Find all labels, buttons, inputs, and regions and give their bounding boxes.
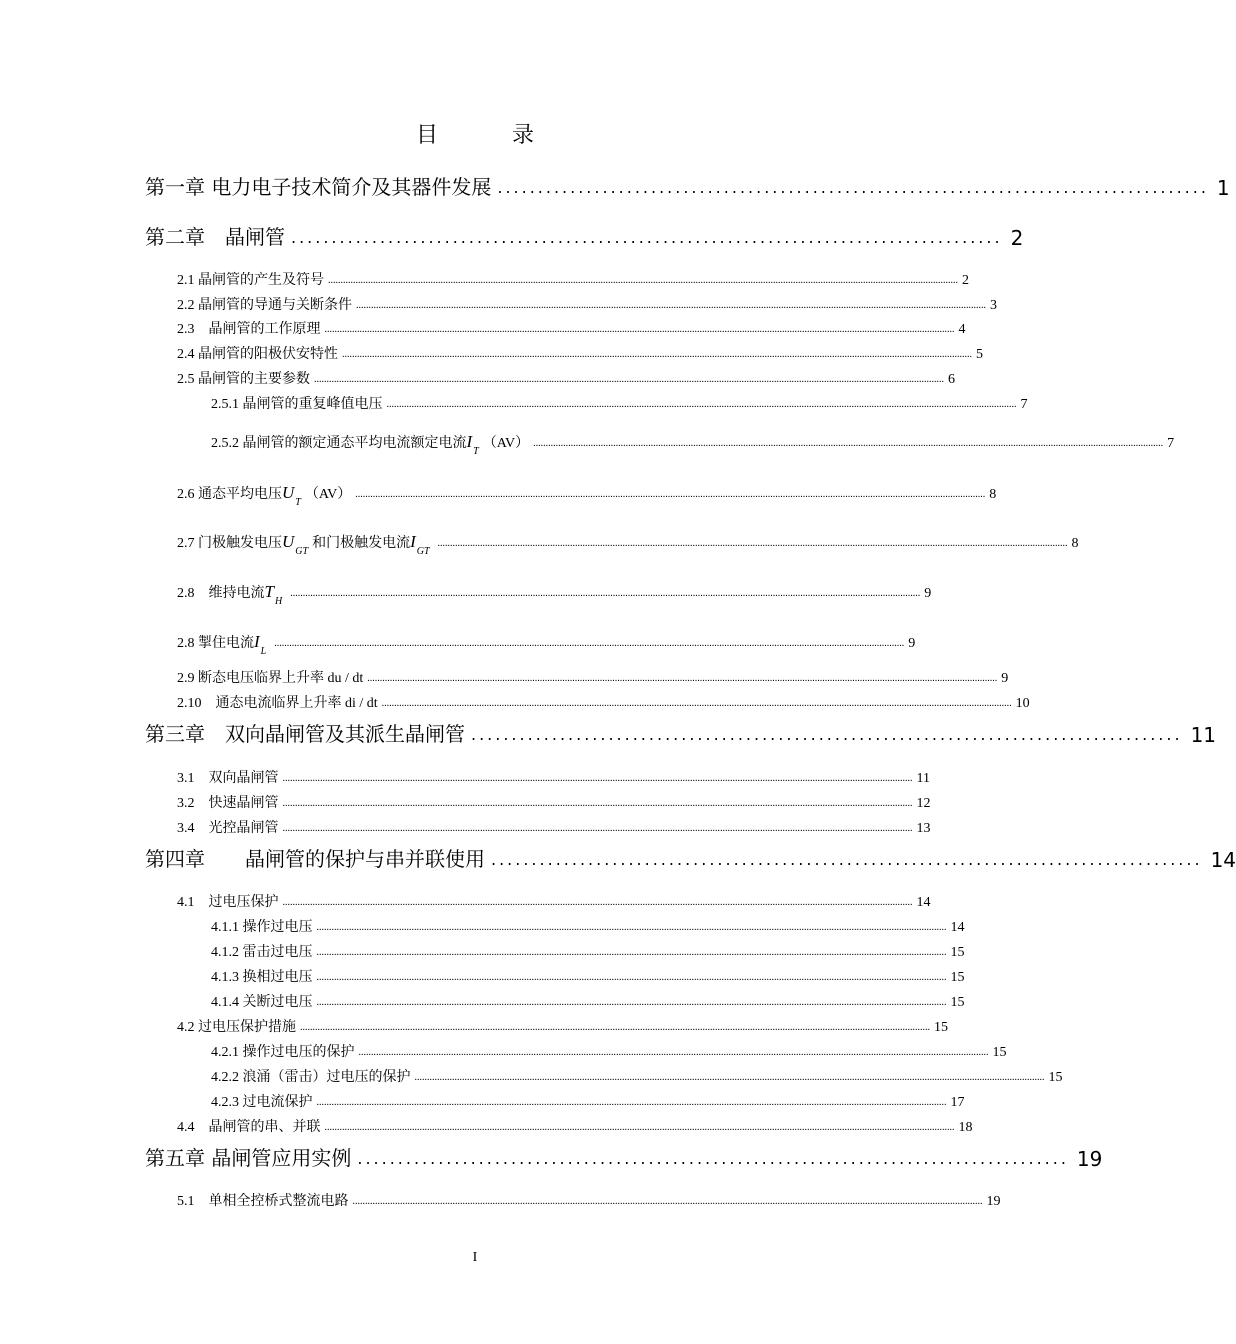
toc-entry-2-7[interactable] (177, 522, 1079, 557)
leader-dots: ............................................................................................................................................................................................................................................................ (290, 588, 921, 599)
label-text: 2.8 维持电流 (177, 586, 265, 601)
toc-entry-4-2-2[interactable] (211, 1064, 1063, 1086)
toc-label: 4.2.1 操作过电压的保护 (211, 1045, 355, 1060)
leader-dots: ............................................................................................................................................................................................................................................................ (282, 773, 913, 784)
toc-label: 4.2.2 浪涌（雷击）过电压的保护 (211, 1070, 411, 1085)
toc-entry-4-2[interactable] (177, 1014, 948, 1036)
toc-entry-3-1[interactable] (177, 765, 930, 787)
page-number: 15 (950, 945, 965, 960)
toc-label: 2.4 晶闸管的阳极伏安特性 (177, 347, 338, 362)
leader-dots: ........................................................................................ (497, 178, 1209, 197)
page-number: 15 (950, 970, 965, 985)
toc-entry-4-1-1[interactable] (211, 914, 965, 936)
leader-dots: ............................................................................................................................................................................................................................................................ (316, 972, 947, 983)
math-subscript: GT (416, 546, 430, 557)
leader-dots: ............................................................................................................................................................................................................................................................ (533, 438, 1164, 449)
label-text: 2.6 通态平均电压 (177, 487, 282, 502)
toc-label (211, 432, 530, 457)
math-symbol: I (410, 532, 416, 551)
leader-dots: ............................................................................................................................................................................................................................................................ (282, 897, 913, 908)
toc-label: 第三章 双向晶闸管及其派生晶闸管 (145, 722, 465, 746)
toc-label: 4.4 晶闸管的串、并联 (177, 1120, 321, 1135)
page-number: 12 (916, 796, 931, 811)
page-number: 8 (989, 487, 997, 502)
toc-label: 2.5.1 晶闸管的重复峰值电压 (211, 397, 383, 412)
math-symbol: T (264, 582, 274, 601)
toc-label: 3.4 光控晶闸管 (177, 821, 279, 836)
toc-entry-2-8-latching[interactable] (177, 622, 916, 657)
toc-entry-2-4[interactable] (177, 341, 983, 363)
toc-entry-4-1[interactable] (177, 889, 931, 911)
leader-dots: ........................................................................................ (357, 1149, 1069, 1168)
toc-entry-4-4[interactable] (177, 1114, 973, 1136)
math-symbol: I (466, 432, 473, 451)
toc-entry-3-2[interactable] (177, 790, 931, 812)
toc-label: 4.1.2 雷击过电压 (211, 945, 313, 960)
toc-title: 目 录 (415, 123, 560, 148)
page-number: 6 (948, 372, 955, 387)
footer-page-number: I (472, 1250, 478, 1265)
toc-chapter-2[interactable] (145, 220, 1024, 250)
math-subscript: GT (295, 546, 309, 557)
leader-dots: ............................................................................................................................................................................................................................................................ (356, 300, 986, 311)
page-number: 5 (976, 347, 983, 362)
leader-dots: ............................................................................................................................................................................................................................................................ (355, 489, 986, 500)
page-number: 15 (1048, 1070, 1063, 1085)
page-number: 2 (1010, 226, 1024, 250)
page-number: 11 (916, 771, 930, 786)
page-number: 14 (916, 895, 931, 910)
leader-dots: ............................................................................................................................................................................................................................................................ (352, 1196, 983, 1207)
toc-label: 2.5 晶闸管的主要参数 (177, 372, 310, 387)
page-number: 1 (1216, 176, 1230, 200)
page-number: 8 (1071, 536, 1079, 551)
toc-label: 3.1 双向晶闸管 (177, 771, 279, 786)
page-number: 19 (1076, 1147, 1103, 1171)
leader-dots: ........................................................................................ (491, 850, 1203, 869)
toc-entry-2-5[interactable] (177, 366, 955, 388)
toc-label: 4.1 过电压保护 (177, 895, 279, 910)
toc-entry-5-1[interactable] (177, 1188, 1001, 1210)
math-symbol: I (254, 632, 260, 651)
page-number: 14 (1210, 848, 1236, 872)
toc-label: 4.1.1 操作过电压 (211, 920, 313, 935)
toc-label: 2.1 晶闸管的产生及符号 (177, 273, 324, 288)
toc-entry-2-9[interactable] (177, 665, 1009, 687)
label-suffix: （AV） (304, 487, 352, 502)
toc-entry-4-2-3[interactable] (211, 1089, 965, 1111)
leader-dots: ............................................................................................................................................................................................................................................................ (300, 1022, 930, 1033)
page-number: 11 (1190, 723, 1217, 747)
toc-entry-2-3[interactable] (177, 316, 966, 338)
toc-entry-3-4[interactable] (177, 815, 931, 837)
leader-dots: ........................................................................................ (291, 228, 1003, 247)
toc-label: 4.2.3 过电流保护 (211, 1095, 313, 1110)
math-subscript: T (473, 446, 479, 457)
page-number: 19 (986, 1194, 1001, 1209)
page-number: 14 (950, 920, 965, 935)
toc-label: 4.2 过电压保护措施 (177, 1020, 296, 1035)
leader-dots: ............................................................................................................................................................................................................................................................ (282, 823, 913, 834)
toc-label (177, 582, 286, 607)
page-number: 9 (1001, 671, 1009, 686)
toc-entry-2-8-holding[interactable] (177, 572, 932, 607)
math-subscript: H (274, 596, 283, 607)
page-number: 15 (950, 995, 965, 1010)
leader-dots: ............................................................................................................................................................................................................................................................ (314, 374, 944, 385)
page-number: 3 (990, 298, 997, 313)
page-number: 9 (908, 636, 916, 651)
page-number: 7 (1020, 397, 1028, 412)
toc-label: 5.1 单相全控桥式整流电路 (177, 1194, 349, 1209)
toc-entry-4-1-3[interactable] (211, 964, 965, 986)
toc-label: 4.1.4 关断过电压 (211, 995, 313, 1010)
toc-label: 3.2 快速晶闸管 (177, 796, 279, 811)
toc-label: 4.1.3 换相过电压 (211, 970, 313, 985)
leader-dots: ............................................................................................................................................................................................................................................................ (324, 324, 955, 335)
leader-dots: ............................................................................................................................................................................................................................................................ (342, 349, 972, 360)
toc-label: 第二章 晶闸管 (145, 225, 285, 249)
toc-entry-4-1-4[interactable] (211, 989, 965, 1011)
leader-dots: ........................................................................................ (471, 725, 1183, 744)
leader-dots: ............................................................................................................................................................................................................................................................ (282, 798, 913, 809)
leader-dots: ............................................................................................................................................................................................................................................................ (316, 1097, 947, 1108)
toc-label (177, 632, 270, 657)
leader-dots: ............................................................................................................................................................................................................................................................ (316, 922, 947, 933)
toc-label (177, 483, 352, 508)
toc-chapter-1[interactable] (145, 170, 1230, 200)
page-number: 17 (950, 1095, 965, 1110)
leader-dots: ............................................................................................................................................................................................................................................................ (316, 997, 947, 1008)
toc-entry-2-5-1[interactable] (211, 391, 1028, 413)
toc-label: 2.3 晶闸管的工作原理 (177, 322, 321, 337)
leader-dots: ............................................................................................................................................................................................................................................................ (367, 673, 998, 684)
label-suffix: （AV） (482, 436, 530, 451)
page-number: 13 (916, 821, 931, 836)
math-subscript: T (295, 497, 301, 508)
page-number: 4 (958, 322, 966, 337)
page-number: 7 (1167, 436, 1175, 451)
toc-entry-2-2[interactable] (177, 292, 997, 314)
label-text: 2.5.2 晶闸管的额定通态平均电流额定电流 (211, 436, 467, 451)
leader-dots: ............................................................................................................................................................................................................................................................ (328, 275, 958, 286)
page-number: 18 (958, 1120, 973, 1135)
page-number: 9 (924, 586, 932, 601)
toc-label: 2.9 断态电压临界上升率 du / dt (177, 671, 364, 686)
math-subscript: L (260, 646, 267, 657)
toc-entry-2-6[interactable] (177, 473, 997, 508)
toc-chapter-3[interactable] (145, 717, 1217, 747)
leader-dots: ............................................................................................................................................................................................................................................................ (414, 1072, 1045, 1083)
label-text: 2.8 掣住电流 (177, 636, 254, 651)
leader-dots: ............................................................................................................................................................................................................................................................ (437, 538, 1068, 549)
toc-entry-2-1[interactable] (177, 267, 969, 289)
label-middle: 和门极触发电流 (312, 536, 411, 551)
leader-dots: ............................................................................................................................................................................................................................................................ (274, 638, 905, 649)
toc-entry-4-1-2[interactable] (211, 939, 965, 961)
page-number: 15 (934, 1020, 948, 1035)
label-text: 2.7 门极触发电压 (177, 536, 282, 551)
toc-chapter-4[interactable] (145, 842, 1236, 872)
page-number: 15 (992, 1045, 1007, 1060)
toc-chapter-5[interactable] (145, 1141, 1103, 1171)
toc-entry-2-5-2[interactable] (211, 422, 1175, 457)
toc-entry-4-2-1[interactable] (211, 1039, 1007, 1061)
leader-dots: ............................................................................................................................................................................................................................................................ (316, 947, 947, 958)
page-number: 2 (962, 273, 969, 288)
toc-label: 第五章 晶闸管应用实例 (145, 1146, 352, 1170)
leader-dots: ............................................................................................................................................................................................................................................................ (381, 698, 1012, 709)
page-number: 10 (1015, 696, 1030, 711)
toc-label: 2.2 晶闸管的导通与关断条件 (177, 298, 352, 313)
toc-label: 第一章 电力电子技术简介及其器件发展 (145, 175, 492, 199)
leader-dots: ............................................................................................................................................................................................................................................................ (386, 399, 1017, 410)
math-symbol: U (282, 532, 295, 551)
leader-dots: ............................................................................................................................................................................................................................................................ (324, 1122, 955, 1133)
toc-label: 2.10 通态电流临界上升率 di / dt (177, 696, 378, 711)
math-symbol: U (282, 483, 295, 502)
toc-label: 第四章 晶闸管的保护与串并联使用 (145, 847, 485, 871)
toc-entry-2-10[interactable] (177, 690, 1030, 712)
toc-label (177, 532, 434, 557)
leader-dots: ............................................................................................................................................................................................................................................................ (358, 1047, 989, 1058)
